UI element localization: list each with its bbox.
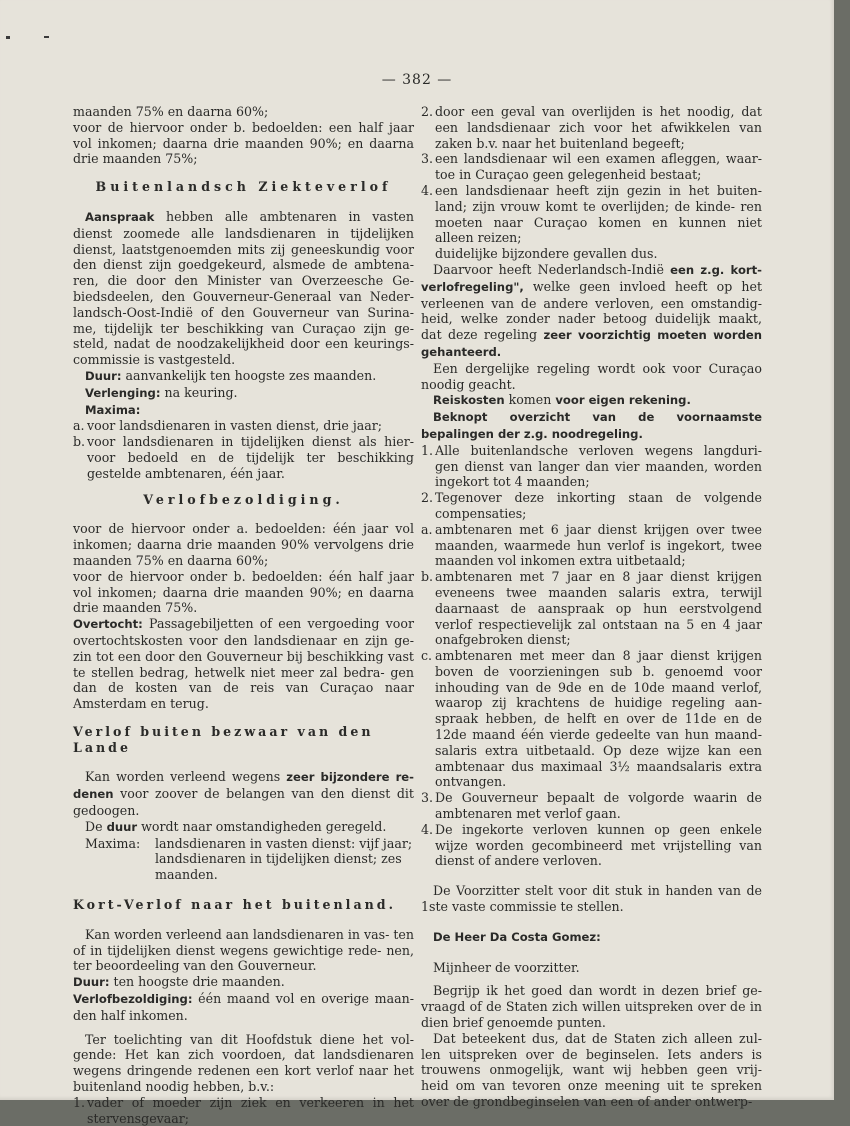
list-item: a. ambtenaren met 6 jaar dienst krijgen over twee maanden, waarmede hun verlof is ingekort, twee maanden vol inkomen extra uitbetaald; (421, 521, 762, 569)
list-item: b. ambtenaren met 7 jaar en 8 jaar dienst krijgen eveneens twee maanden salaris extra, terwijl daarnaast de aanspraak op hun eerstvolgend verlof respectievelijk zal ontstaan na 5 en 4 jaar onafgebroken dienst; (421, 569, 762, 648)
paragraph: Duur: aanvankelijk ten hoogste zes maanden. (85, 367, 377, 383)
list-item: 4. De ingekorte verloven kunnen op geen enkele wijze worden gecombineerd met vrijstelling van dienst of andere verloven. (421, 821, 762, 869)
paragraph: Verlenging: na keuring. (85, 384, 238, 400)
paragraph: maanden 75% en daarna 60%; (73, 104, 269, 119)
paragraph: Kan worden verleend aan landsdienaren in vas- ten of in tijdelijken dienst wegens gewichtige rede- nen, ter beoordeeling van den Gouverneur. (73, 926, 414, 974)
list-item: 2. Tegenover deze inkorting staan de volgende compensaties; (421, 490, 762, 521)
maxima-row: Maxima: landsdienaren in vasten dienst: vijf jaar; landsdienaren in tijdelijken dienst; zes maanden. (85, 835, 413, 883)
paragraph: Ter toelichting van dit Hoofdstuk diene het vol- gende: Het kan zich voordoen, dat landsdienaren wegens dringende redenen een kort verlof naar het buitenland noodig hebben, b.v.: (73, 1031, 414, 1095)
list-item: 1. vader of moeder zijn ziek en verkeeren in het stervensgevaar; (73, 1094, 414, 1126)
list-item: 4. een landsdienaar heeft zijn gezin in het buiten- land; zijn vrouw komt te overlijden; de kinde- ren moeten naar Curaçao komen en kunnen niet alleen reizen; (421, 182, 762, 246)
right-column (421, 104, 762, 1110)
paragraph: Dat beteekent dus, dat de Staten zich alleen zul- len uitspreken over de beginselen. Iets anders is trouwens onmogelijk, want wij hebben geen vrij- heid om van tevoren onze meening uit te spreken over de grondbeginselen van een of ander ontwerp- (421, 1030, 762, 1110)
list-item: 2. door een geval van overlijden is het noodig, dat een landsdienaar zich voor het afwikkelen van zaken b.v. naar het buitenland begeeft; (421, 104, 762, 151)
list-item: 1. Alle buitenlandsche verloven wegens langduri- gen dienst van langer dan vier maanden, worden ingekort tot 4 maanden; (421, 442, 762, 490)
paragraph: Reiskosten komen voor eigen rekening. (433, 392, 691, 408)
paragraph: Maxima: (85, 402, 141, 417)
paragraph: Een dergelijke regeling wordt ook voor Curaçao noodig geacht. (421, 360, 762, 392)
list-item: 3. De Gouverneur bepaalt de volgorde waarin de ambtenaren met verlof gaan. (421, 790, 762, 822)
list-item: b. voor landsdienaren in tijdelijken dienst als hier- voor bedoeld en de tijdelijk ter beschikking gestelde ambtenaren, één jaar. (73, 434, 414, 481)
paragraph: voor de hiervoor onder a. bedoelden: één jaar vol inkomen; daarna drie maanden 90% vervolgens drie maanden 75% en daarna 60%; (73, 521, 414, 568)
section-heading: Verlofbezoldiging. (143, 491, 344, 507)
paragraph: Beknopt overzicht van de voornaamste bepalingen der z.g. noodregeling. (421, 410, 762, 441)
paragraph: Daarvoor heeft Nederlandsch-Indië een z.g. kort- verlofregeling", welke geen invloed heeft op het verleenen van de andere verloven, een omstandig- heid, welke zonder nader betoog duidelijk maakt, dat deze regeling zeer voorzichtig moeten worden gehanteerd. (421, 261, 762, 359)
paragraph: voor de hiervoor onder b. bedoelden: één half jaar vol inkomen; daarna drie maanden 90%; en daarna drie maanden 75%. (73, 568, 414, 616)
list-item: 3. een landsdienaar wil een examen afleggen, waar- toe in Curaçao geen gelegenheid bestaat; (421, 151, 762, 183)
list-item: a. voor landsdienaren in vasten dienst, drie jaar; (73, 418, 383, 434)
paragraph: De duur wordt naar omstandigheden geregeld. (85, 818, 387, 834)
paragraph: Aanspraak hebben alle ambtenaren in vasten dienst zoomede alle landsdienaren in tijdelijken dienst, laatstgenoemden mits zij geneeskundig voor den dienst zijn goedgekeurd, alsmede de ambtena- ren, die door den Minister van Overzeesche Ge- biedsdeelen, den Gouverneur-Generaal van Neder- landsch-Oost-Indië of den Gouverneur van Surina- me, tijdelijk ter beschikking van Curaçao zijn ge- steld, nadat de noodzakelijkheid door een keurings- commissie is vastgesteld. (73, 208, 414, 368)
section-heading: Verlof buiten bezwaar van den Lande (73, 723, 374, 755)
paragraph: Mijnheer de voorzitter. (433, 959, 580, 975)
section-heading: Buitenlandsch Ziekteverlof (95, 179, 392, 195)
scan-mark (6, 36, 10, 39)
speaker-name: De Heer Da Costa Gomez: (433, 929, 601, 944)
paragraph: Verlofbezoldiging: één maand vol en overige maan- den half inkomen. (73, 991, 414, 1023)
section-heading: Kort-Verlof naar het buitenland. (73, 897, 396, 913)
paragraph: Begrijp ik het goed dan wordt in dezen brief ge- vraagd of de Staten zich willen uitspreken over de in dien brief genoemde punten. (421, 983, 762, 1031)
scan-mark (44, 36, 49, 38)
paragraph: Overtocht: Passagebiljetten of een vergoeding voor overtochtskosten voor den landsdienaar en zijn ge- zin tot een door den Gouverneur bij beschikking vast te stellen bedrag, hetwelk niet meer zal bedra- gen dan de kosten van de reis van Curaçao naar Amsterdam en terug. (73, 616, 414, 712)
left-column (73, 104, 414, 1126)
paragraph: duidelijke bijzondere gevallen dus. (435, 246, 658, 262)
paragraph: Duur: ten hoogste drie maanden. (73, 974, 285, 990)
paragraph: Kan worden verleend wegens zeer bijzondere re- denen voor zoover de belangen van den dienst dit gedoogen. (73, 769, 414, 819)
paragraph: voor de hiervoor onder b. bedoelden: een half jaar vol inkomen; daarna drie maanden 90%; en daarna drie maanden 75%; (73, 119, 414, 167)
page-number: — 382 — (381, 72, 453, 88)
list-item: c. ambtenaren met meer dan 8 jaar dienst krijgen boven de voorzieningen sub b. genoemd voor inhouding van de 9de en de 10de maand verlof, waarop zij krachtens de huidige regeling aan- spraak hebben, de helft en over de 11de en de 12de maand één vierde gedeelte van hun maand- salaris extra uitbetaald. Op deze wijze kan een ambtenaar dus maximaal 3½ maandsalaris extra ontvangen. (421, 648, 762, 790)
paragraph: De Voorzitter stelt voor dit stuk in handen van de 1ste vaste commissie te stellen. (421, 883, 762, 915)
